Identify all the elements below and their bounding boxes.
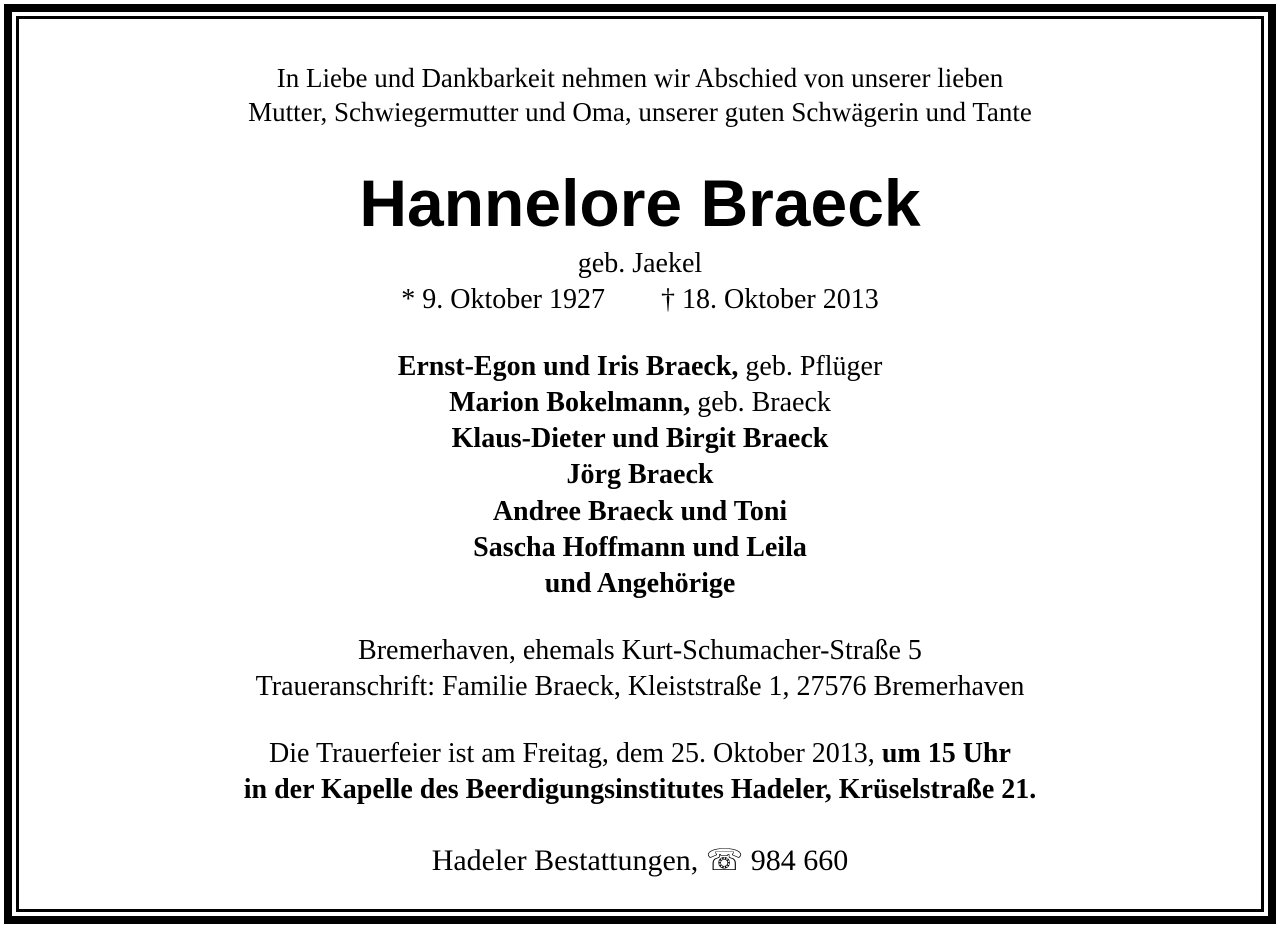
mourner-name: Ernst-Egon und Iris Braeck,: [397, 351, 739, 382]
mourner-note: geb. Pflüger: [745, 351, 883, 382]
intro-line-1: In Liebe und Dankbarkeit nehmen wir Abschied von unserer lieben: [276, 63, 1004, 93]
ceremony-line-1: [19, 736, 1261, 772]
mourner-line: [19, 385, 1261, 421]
ceremony-date: Die Trauerfeier ist am Freitag, dem 25. Oktober 2013,: [269, 738, 875, 769]
intro-line-2: Mutter, Schwiegermutter und Oma, unserer guten Schwägerin und Tante: [248, 97, 1032, 127]
undertaker-line: [19, 843, 1261, 879]
mourner-note: geb. Braeck: [697, 387, 831, 418]
inner-border: [16, 16, 1264, 912]
mourner-name: und Angehörige: [544, 568, 736, 599]
mourner-line: [19, 421, 1261, 457]
mourner-line: [19, 566, 1261, 602]
phone-icon: ☏: [705, 844, 744, 877]
mourner-line: [19, 457, 1261, 493]
undertaker-phone: 984 660: [750, 844, 849, 877]
ceremony-location: in der Kapelle des Beerdigungsinstitutes Hadeler, Krüselstraße 21.: [243, 774, 1037, 805]
mourner-name: Jörg Braeck: [566, 459, 714, 490]
mourner-name: Sascha Hoffmann und Leila: [473, 532, 807, 563]
obituary-notice: [19, 19, 1261, 909]
mourner-line: [19, 530, 1261, 566]
mourner-name: Andree Braeck und Toni: [492, 496, 788, 527]
maiden-name: geb. Jaekel: [577, 248, 703, 279]
undertaker-name: Hadeler Bestattungen,: [431, 844, 699, 877]
mourner-name: Marion Bokelmann,: [449, 387, 691, 418]
former-address: Bremerhaven, ehemals Kurt-Schumacher-Straße 5: [358, 635, 922, 666]
birth-date: * 9. Oktober 1927: [401, 284, 605, 315]
outer-border: [4, 4, 1276, 924]
life-dates: [19, 282, 1261, 318]
mourner-line: [19, 494, 1261, 530]
mourner-name: Klaus-Dieter und Birgit Braeck: [451, 423, 829, 454]
deceased-name: Hannelore Braeck: [359, 166, 921, 240]
mourning-address: Traueranschrift: Familie Braeck, Kleiststraße 1, 27576 Bremerhaven: [255, 671, 1025, 702]
mourner-line: [19, 349, 1261, 385]
ceremony-time: um 15 Uhr: [881, 738, 1011, 769]
ceremony-line-2: [19, 772, 1261, 808]
death-date: † 18. Oktober 2013: [661, 284, 879, 315]
